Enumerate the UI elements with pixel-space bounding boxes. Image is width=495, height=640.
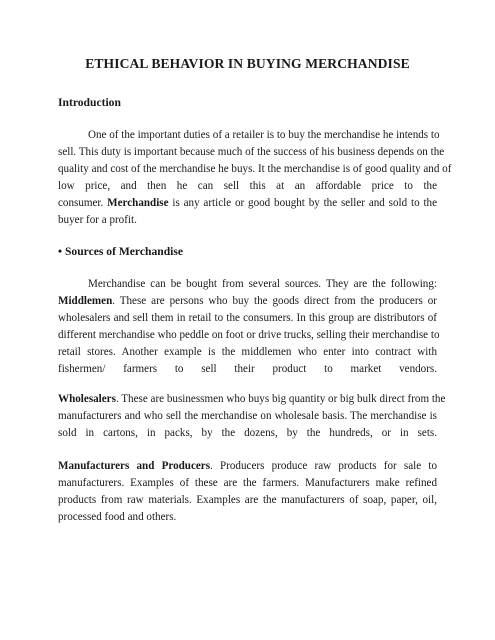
introduction-paragraph [58, 127, 452, 229]
sources-heading: • Sources of Merchandise [58, 245, 184, 258]
paragraph-line: sold in cartons, in packs, by the dozens, by the hundreds, or in sets. [58, 427, 437, 439]
paragraph-line: One of the important duties of a retailer is to buy the merchandise he intends to [88, 129, 440, 141]
paragraph-line: Merchandise can be bought from several sources. They are the following: [88, 278, 437, 290]
paragraph-line: sell. This duty is important because much of the success of his business depends on the [58, 146, 445, 158]
manufacturers-paragraph [58, 458, 437, 526]
paragraph-line: retail stores. Another example is the middlemen who enter into contract with [58, 346, 437, 358]
introduction-heading: Introduction [58, 96, 121, 109]
paragraph-line [58, 458, 437, 475]
line-text: . Producers produce raw products for sale to [210, 460, 437, 472]
paragraph-line: products from raw materials. Examples are the manufacturers of soap, paper, oil, [58, 494, 437, 506]
line-text: . These are businessmen who buys big quantity or big bulk direct from the [115, 393, 446, 405]
paragraph-line: different merchandise who peddle on foot or drive trucks, selling their merchandise to [58, 329, 440, 341]
paragraph-line: processed food and others. [58, 511, 177, 523]
paragraph-line: manufacturers and who sell the merchandise on wholesale basis. The merchandise is [58, 410, 437, 422]
paragraph-line [58, 293, 437, 310]
document-title: ETHICAL BEHAVIOR IN BUYING MERCHANDISE [85, 56, 410, 71]
manufacturers-term: Manufacturers and Producers [58, 460, 211, 472]
paragraph-line [58, 391, 446, 408]
paragraph-line: manufacturers. Examples of these are the farmers. Manufacturers make refined [58, 477, 437, 489]
sources-paragraph [58, 276, 440, 378]
line-text: is any article or good bought by the seller and sold to the [168, 197, 437, 209]
wholesalers-paragraph [58, 391, 446, 442]
merchandise-term: Merchandise [107, 197, 169, 209]
paragraph-line: fishermen/ farmers to sell their product to market vendors. [58, 363, 437, 375]
line-text: . These are persons who buy the goods direct from the producers or [112, 295, 437, 307]
paragraph-line: low price, and then he can sell this at an affordable price to the [58, 180, 437, 192]
paragraph-line: wholesalers and sell them in retail to the consumers. In this group are distributors of [58, 312, 437, 324]
middlemen-term: Middlemen [58, 295, 113, 307]
line-text: consumer. [58, 197, 108, 209]
paragraph-line [58, 195, 437, 212]
wholesalers-term: Wholesalers [58, 393, 116, 405]
paragraph-line: buyer for a profit. [58, 214, 137, 226]
paragraph-line: quality and cost of the merchandise he buys. It the merchandise is of good quality and of [58, 163, 452, 175]
